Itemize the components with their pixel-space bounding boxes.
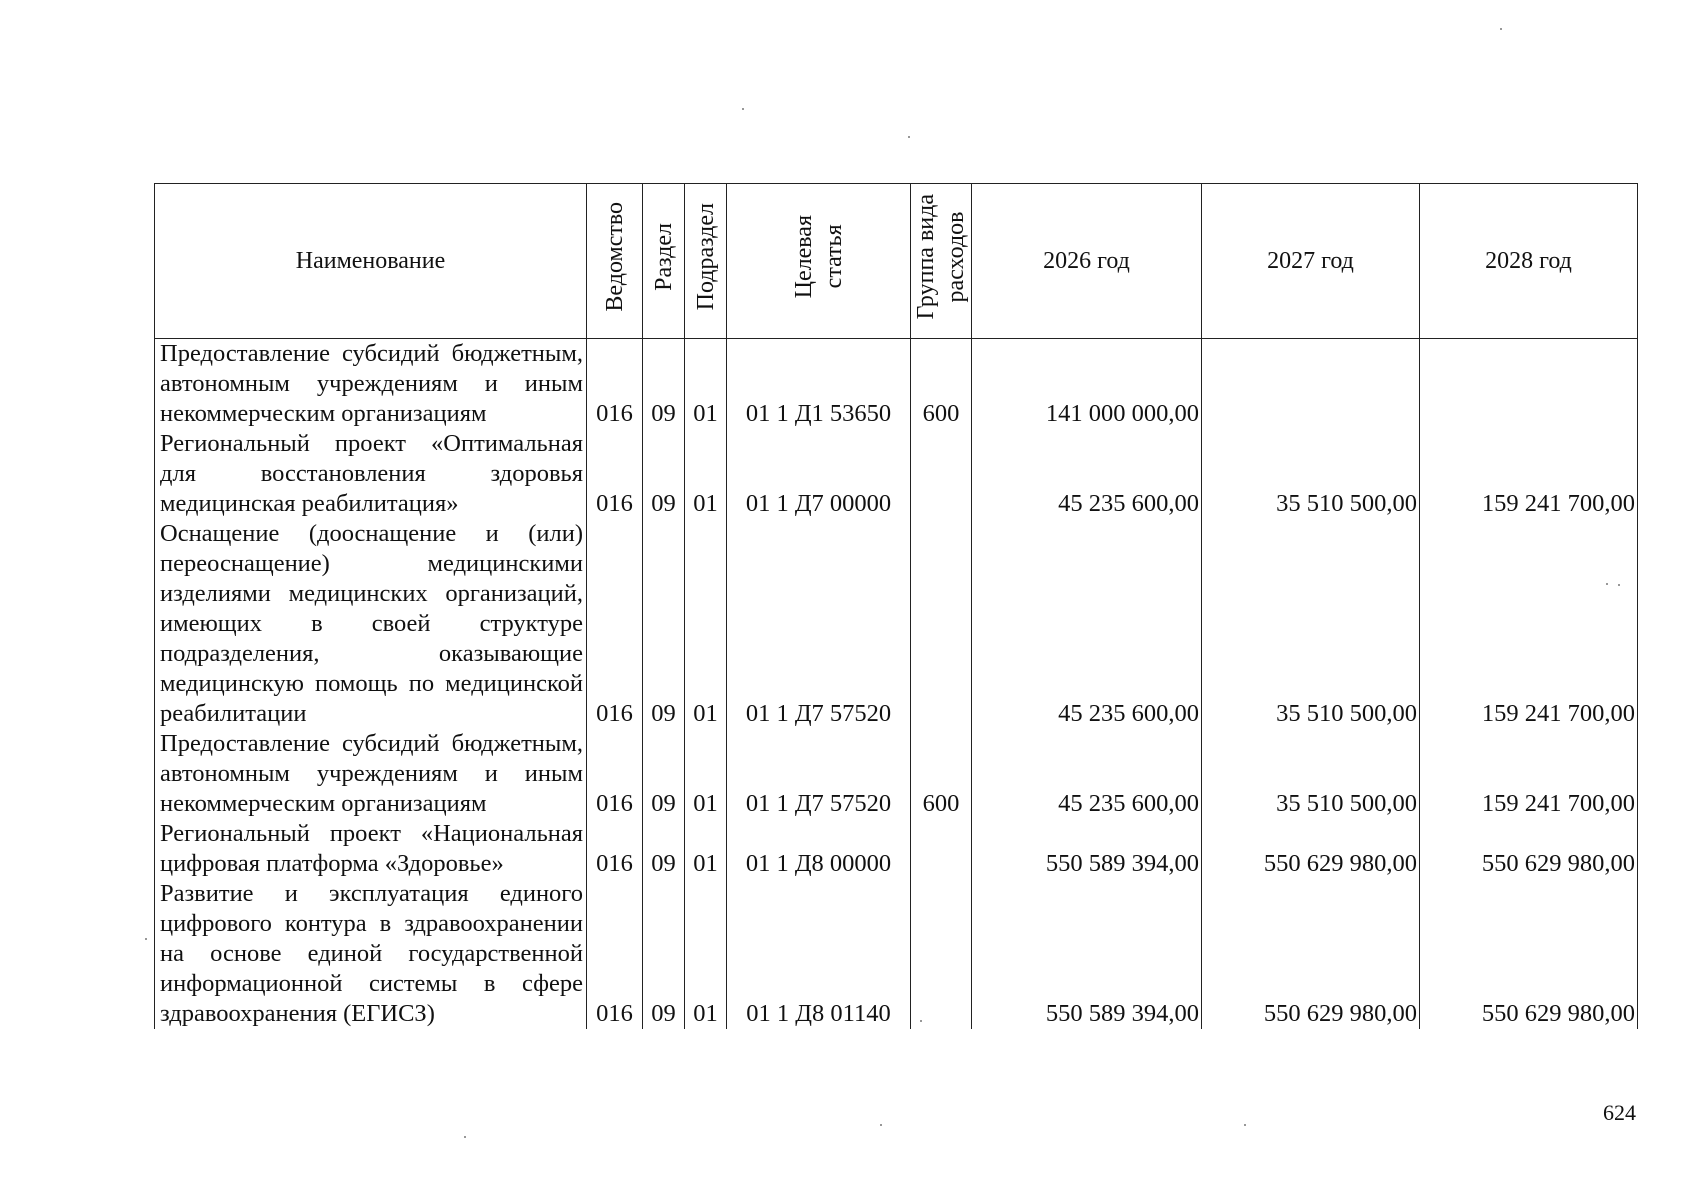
row-dept: 016 [587,879,643,1029]
row-dept: 016 [587,819,643,879]
scan-speck [1244,1124,1246,1126]
row-2028: 550 629 980,00 [1420,819,1638,879]
scan-speck [145,938,147,940]
row-subsection: 01 [685,729,727,819]
row-target: 01 1 Д7 00000 [727,429,911,519]
row-section: 09 [643,729,685,819]
scan-speck [920,1020,922,1022]
header-target: Целевая статья [727,184,911,339]
row-section: 09 [643,519,685,729]
row-group [911,429,972,519]
row-subsection: 01 [685,339,727,430]
row-name: Предоставление субсидий бюджетным, автономным учреждениям и иным некоммерческим организациям [155,729,587,819]
row-2026: 45 235 600,00 [972,729,1202,819]
header-2027: 2027 год [1202,184,1420,339]
table-row [155,519,1638,729]
row-2027: 35 510 500,00 [1202,729,1420,819]
header-subsection: Подраздел [685,184,727,339]
row-target: 01 1 Д7 57520 [727,519,911,729]
scan-speck [464,1136,466,1138]
row-name: Развитие и эксплуатация единого цифрового контура в здравоохранении на основе единой государственной информационной системы в сфере здравоохранения (ЕГИСЗ) [155,879,587,1029]
row-2028 [1420,339,1638,430]
row-group [911,879,972,1029]
header-name: Наименование [155,184,587,339]
header-section: Раздел [643,184,685,339]
row-2027: 35 510 500,00 [1202,429,1420,519]
row-name: Региональный проект «Оптимальная для восстановления здоровья медицинская реабилитация» [155,429,587,519]
row-dept: 016 [587,519,643,729]
row-2026: 141 000 000,00 [972,339,1202,430]
row-subsection: 01 [685,819,727,879]
row-subsection: 01 [685,519,727,729]
table-row [155,339,1638,430]
row-section: 09 [643,819,685,879]
page-number: 624 [1603,1100,1636,1125]
row-2028: 159 241 700,00 [1420,429,1638,519]
scan-speck [1500,28,1502,30]
row-2026: 45 235 600,00 [972,519,1202,729]
row-name: Оснащение (дооснащение и (или) переоснащение) медицинскими изделиями медицинских организаций, имеющих в своей структуре подразделения, оказывающие медицинскую помощь по медицинской реабилитации [155,519,587,729]
row-section: 09 [643,429,685,519]
row-2028: 159 241 700,00 [1420,519,1638,729]
row-group: 600 [911,729,972,819]
row-subsection: 01 [685,429,727,519]
header-group: Группа вида расходов [911,184,972,339]
table-row [155,729,1638,819]
scan-speck [908,136,910,138]
table-row [155,429,1638,519]
row-group: 600 [911,339,972,430]
row-2027 [1202,339,1420,430]
row-target: 01 1 Д1 53650 [727,339,911,430]
scan-speck [1618,584,1620,586]
budget-table [154,183,1638,1029]
row-2027: 550 629 980,00 [1202,879,1420,1029]
scan-speck [742,108,744,110]
row-dept: 016 [587,339,643,430]
scan-speck [880,1124,882,1126]
table-header-row [155,184,1638,339]
row-group [911,519,972,729]
row-name: Региональный проект «Национальная цифровая платформа «Здоровье» [155,819,587,879]
header-2028: 2028 год [1420,184,1638,339]
scan-speck [1606,583,1608,585]
header-2026: 2026 год [972,184,1202,339]
row-dept: 016 [587,729,643,819]
row-2027: 35 510 500,00 [1202,519,1420,729]
row-2026: 550 589 394,00 [972,879,1202,1029]
row-target: 01 1 Д8 00000 [727,819,911,879]
row-2026: 550 589 394,00 [972,819,1202,879]
row-name: Предоставление субсидий бюджетным, автономным учреждениям и иным некоммерческим организациям [155,339,587,430]
row-dept: 016 [587,429,643,519]
table-row [155,879,1638,1029]
row-group [911,819,972,879]
row-2028: 550 629 980,00 [1420,879,1638,1029]
row-2027: 550 629 980,00 [1202,819,1420,879]
row-section: 09 [643,879,685,1029]
row-2028: 159 241 700,00 [1420,729,1638,819]
table-row [155,819,1638,879]
row-target: 01 1 Д8 01140 [727,879,911,1029]
row-subsection: 01 [685,879,727,1029]
row-section: 09 [643,339,685,430]
row-2026: 45 235 600,00 [972,429,1202,519]
row-target: 01 1 Д7 57520 [727,729,911,819]
header-dept: Ведомство [587,184,643,339]
